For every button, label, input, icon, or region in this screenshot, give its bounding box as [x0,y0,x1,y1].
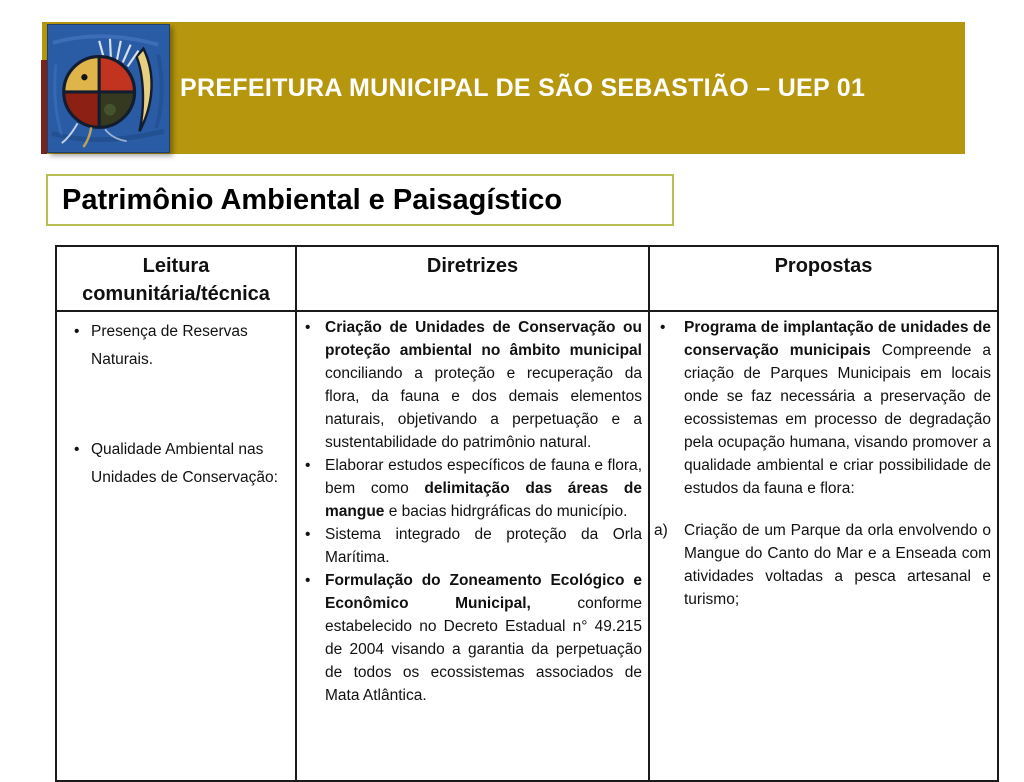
list-item: • Elaborar estudos específicos de fauna e flora, bem como delimitação das áreas de mangue e bacias hidrgráficas do município. [297,454,642,523]
cell-leitura [56,311,296,781]
col-header-propostas: Propostas [649,246,998,311]
list-item: • Programa de implantação de unidades de conservação municipais Compreende a criação de Parques Municipais em locais onde se faz necessária a preservação de ecossistemas em processo de degradação pela ocupação humana, visando promover a qualidade ambiental e criar possibilidade de estudos da fauna e flora: [650,316,991,500]
col-header-leitura: Leitura comunitária/técnica [56,246,296,311]
header-title: PREFEITURA MUNICIPAL DE SÃO SEBASTIÃO – UEP 01 [180,73,866,102]
slide-title: Patrimônio Ambiental e Paisagístico [62,183,563,216]
list-item: • Qualidade Ambiental nas Unidades de Conservação: [57,434,289,492]
list-item-a: a) Criação de um Parque da orla envolvendo o Mangue do Canto do Mar e a Enseada com atividades voltadas a pesca artesanal e turismo; [650,519,991,611]
col-header-diretrizes: Diretrizes [296,246,649,311]
cell-diretrizes [296,311,649,781]
content-table [55,245,999,782]
header-banner [42,22,965,154]
slide-title-box [46,174,674,226]
item-a-label: a) [654,522,668,539]
list-item: • Presença de Reservas Naturais. [57,316,289,374]
cell-propostas [649,311,998,781]
table-header-row [56,246,998,311]
list-item: • Formulação do Zoneamento Ecológico e Econômico Municipal, conforme estabelecido no Decreto Estadual n° 49.215 de 2004 visando a garantia da perpetuação de todos os ecossistemas associados de Mata Atlântica. [297,569,642,707]
fish-logo-icon [47,24,170,153]
list-item: • Criação de Unidades de Conservação ou proteção ambiental no âmbito municipal conciliando a proteção e recuperação da flora, da fauna e dos demais elementos naturais, objetivando a perpetuação e a sustentabilidade do patrimônio natural. [297,316,642,454]
table-body-row [56,311,998,781]
list-item: • Sistema integrado de proteção da Orla Marítima. [297,523,642,569]
